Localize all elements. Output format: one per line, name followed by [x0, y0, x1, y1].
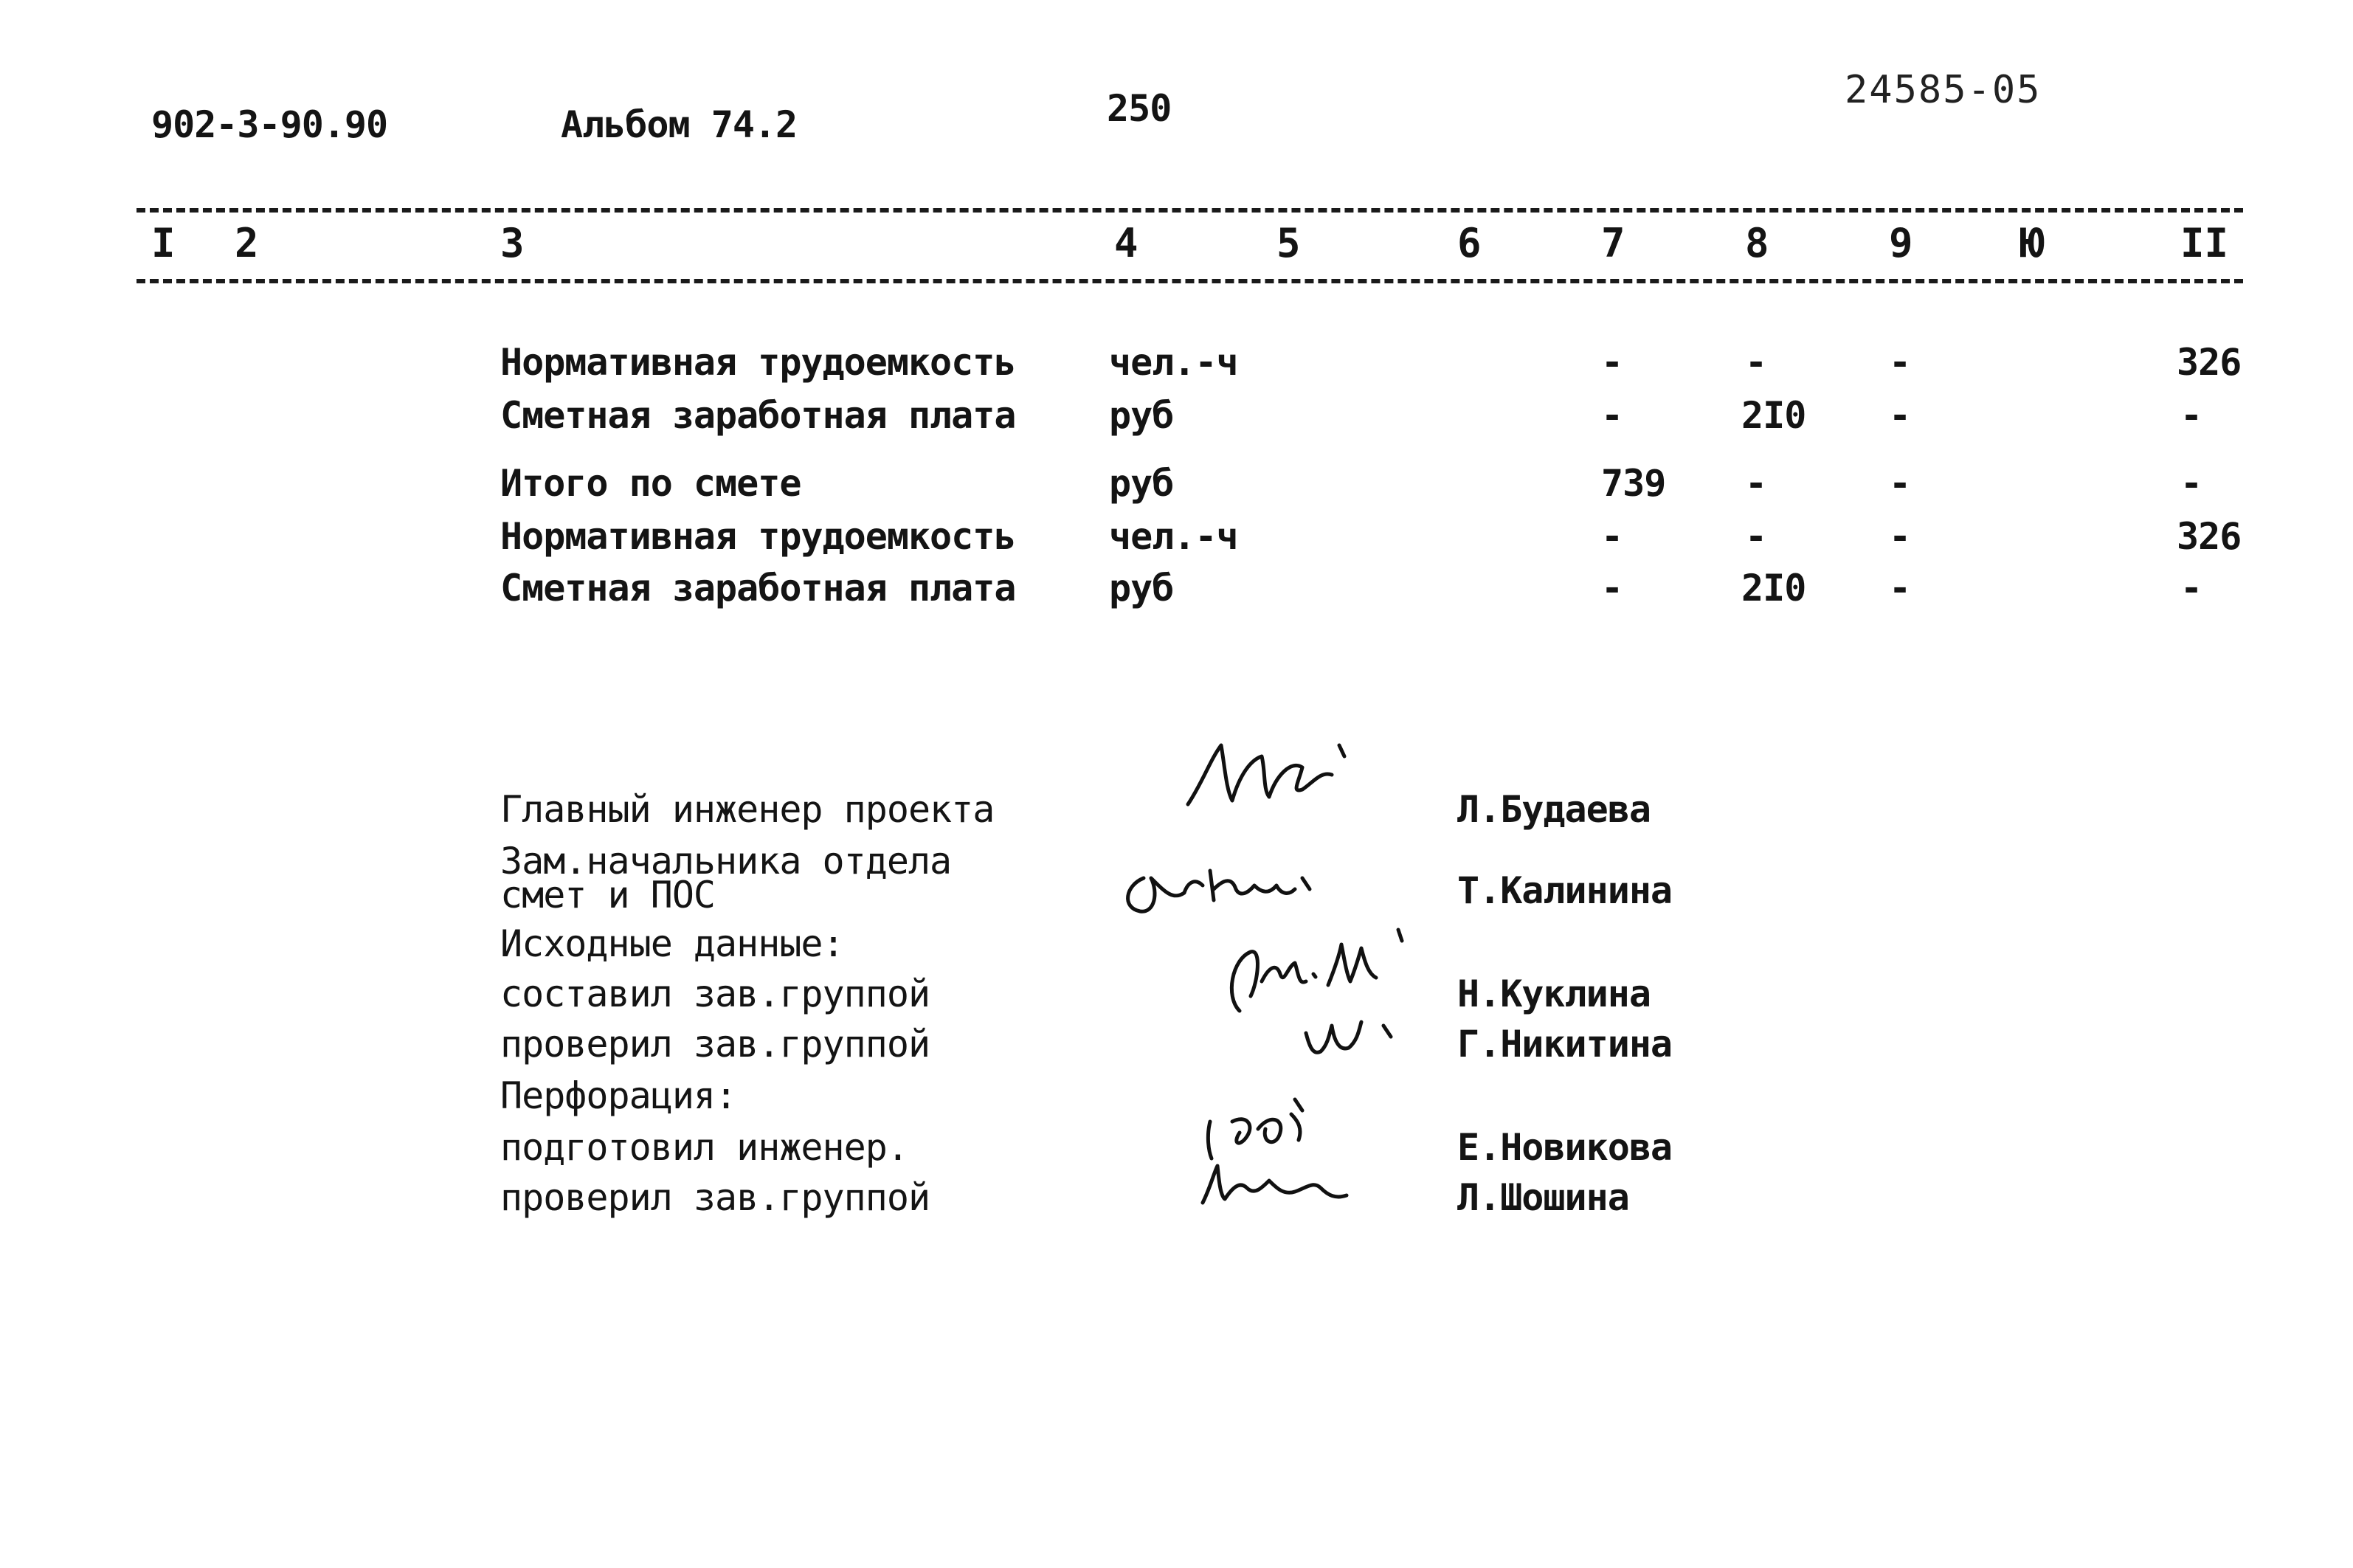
row-col9: -	[1889, 341, 1911, 384]
column-number: 6	[1457, 220, 1482, 266]
compiled-name: Н.Куклина	[1457, 973, 1651, 1015]
row-col8: -	[1745, 462, 1767, 505]
deputy-name: Т.Калинина	[1457, 869, 1673, 912]
perforation-heading: Перфорация:	[500, 1074, 737, 1117]
checked2-name: Л.Шошина	[1457, 1176, 1629, 1219]
row-unit: чел.-ч	[1109, 515, 1238, 558]
row-col9: -	[1889, 515, 1911, 558]
row-unit: руб	[1109, 462, 1174, 505]
signature-budaeva-handwriting	[1181, 731, 1358, 819]
column-number: II	[2180, 220, 2229, 266]
row-col9: -	[1889, 394, 1911, 437]
column-number: 4	[1114, 220, 1139, 266]
row-col7: -	[1601, 515, 1623, 558]
row-label: Сметная заработная плата	[500, 567, 1016, 609]
row-unit: руб	[1109, 567, 1174, 609]
checked2-role: проверил зав.группой	[500, 1176, 930, 1219]
row-col11: -	[2180, 394, 2202, 437]
row-unit: чел.-ч	[1109, 341, 1238, 384]
compiled-role: составил зав.группой	[500, 973, 930, 1015]
signature-kuklina-nikitina-handwriting	[1217, 915, 1439, 1077]
archive-stamp: 24585-05	[1845, 68, 2042, 112]
row-col9: -	[1889, 462, 1911, 505]
row-col7: 739	[1601, 462, 1666, 505]
signature-novikova-shoshina-handwriting	[1188, 1085, 1409, 1225]
column-number: 3	[500, 220, 525, 266]
header-top-rule	[137, 208, 2243, 213]
row-col9: -	[1889, 567, 1911, 609]
row-col11: -	[2180, 462, 2202, 505]
source-data-heading: Исходные данные:	[500, 922, 844, 965]
column-number: 2	[235, 220, 259, 266]
row-label: Итого по смете	[500, 462, 801, 505]
row-col11: 326	[2177, 515, 2242, 558]
column-number: 9	[1889, 220, 1913, 266]
row-col7: -	[1601, 341, 1623, 384]
chief-engineer-role: Главный инженер проекта	[500, 788, 995, 831]
page-number: 250	[1107, 87, 1172, 130]
checked-role: проверил зав.группой	[500, 1023, 930, 1066]
column-number: 8	[1745, 220, 1769, 266]
row-col11: 326	[2177, 341, 2242, 384]
header-bottom-rule	[137, 279, 2243, 283]
checked-name: Г.Никитина	[1457, 1023, 1673, 1066]
row-col7: -	[1601, 394, 1623, 437]
document-code: 902-3-90.90	[151, 103, 388, 146]
chief-engineer-name: Л.Будаева	[1457, 788, 1651, 831]
row-label: Сметная заработная плата	[500, 394, 1016, 437]
row-col8: 2I0	[1741, 567, 1806, 609]
row-col8: -	[1745, 341, 1767, 384]
album-label: Альбом 74.2	[561, 103, 798, 146]
column-number: I	[151, 220, 176, 266]
prepared-role: подготовил инженер.	[500, 1126, 908, 1169]
column-number: 7	[1601, 220, 1625, 266]
row-unit: руб	[1109, 394, 1174, 437]
row-col8: -	[1745, 515, 1767, 558]
prepared-name: Е.Новикова	[1457, 1126, 1673, 1169]
row-label: Нормативная трудоемкость	[500, 515, 1016, 558]
deputy-role-line1: Зам.начальника отдела	[500, 840, 952, 883]
deputy-role-line2: смет и ПОС	[500, 874, 716, 916]
column-number: Ю	[2020, 220, 2045, 266]
column-number: 5	[1276, 220, 1301, 266]
row-col11: -	[2180, 567, 2202, 609]
row-col8: 2I0	[1741, 394, 1806, 437]
row-label: Нормативная трудоемкость	[500, 341, 1016, 384]
row-col7: -	[1601, 567, 1623, 609]
